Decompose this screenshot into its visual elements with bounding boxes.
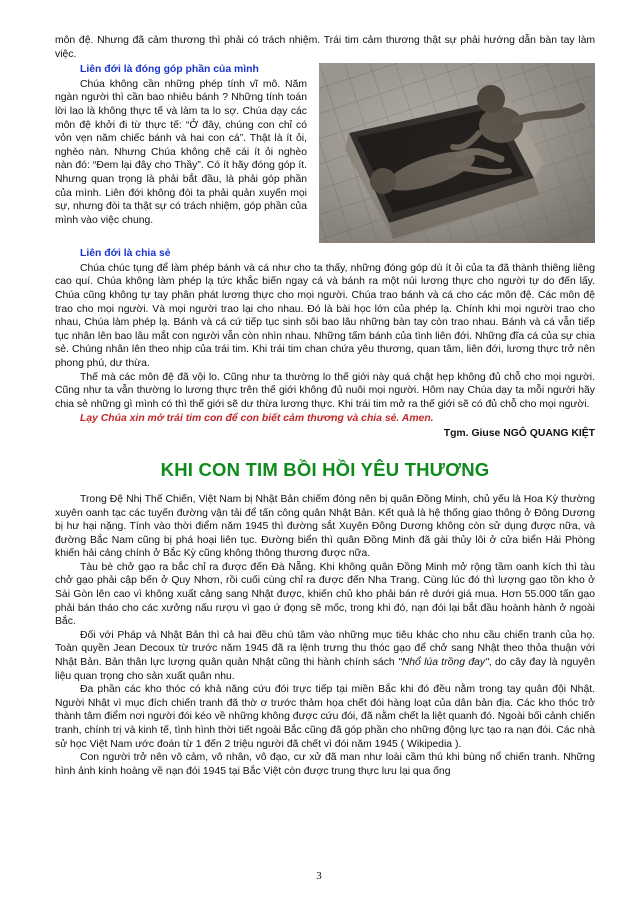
para-contribute: Chúa không cần những phép tính vĩ mô. Năm ngàn người thì cần bao nhiêu bánh ? Những tính toán lời lao là không thực tế và làm ta lo sợ. Chúa dạy các môn đệ khởi đi từ thực tế: “Ở đây, chúng con chỉ có vỏn vẹn năm chiếc bánh và hai con cá”. Thật là ít ỏi, nghèo nàn. Nhưng Chúa không chê cái ít ỏi nghèo nàn đó: “Đem lại đây cho Thầy”. Có ít hãy đóng góp ít. Nhưng quan trọng là phải bắt đầu, là phải góp phần của mình. Liên đới không đòi ta phải quản xuyến mọi sự, nhưng đòi ta thật sự có trách nhiệm, góp phần của mình vào việc chung.: [55, 78, 307, 226]
closing-prayer: Lạy Chúa xin mở trái tim con để con biết cảm thương và chia sẻ. Amen.: [80, 413, 434, 425]
article-para-3: [55, 629, 595, 683]
famine-children-photo: [319, 63, 595, 243]
article-para-1: Trong Đệ Nhị Thế Chiến, Việt Nam bị Nhật Bản chiếm đóng nên bị quân Đồng Minh, chủ yếu là Hoa Kỳ thường xuyên oanh tạc các tuyến đường vận tải để tấn công quân Nhật Bản. Kết quả là hệ thống giao thông ở Đông Dương bị hư hại nặng. Tính vào thời điểm năm 1945 thì đường sắt Xuyên Đông Dương không còn sử dụng được nữa, và đường Bắc Nam cũng bị phá hoại liên tục. Đường biển thì quân Đồng Minh đã gài thủy lôi ở cửa biển Hải Phòng khiến hải cảng chính ở Bắc Kỳ cũng không thông thương được nữa.: [55, 493, 595, 560]
contribute-section: [55, 63, 595, 227]
page-number: 3: [316, 870, 322, 882]
para-3-text-before: Đối với Pháp và Nhật Bản thì cả hai đều chú tâm vào những mục tiêu khác cho nhu cầu chiến tranh của họ. Toàn quyền Jean Decoux từ trước năm 1945 đã ra lệnh trưng thu thóc gạo để chở sang Nhật theo thỏa thuận với Nhật Bản. Bản thân lực lượng quân quản Nhật cũng thi hành chính sách: [55, 629, 595, 669]
photo-illustration: [319, 63, 595, 243]
article-para-4: Đa phần các kho thóc có khả năng cứu đói trực tiếp tại miền Bắc khi đó đều nằm trong tay quân đội Nhật. Người Nhật vì mục đích chiến tranh đã thờ ơ trước thảm họa chết đói hàng loạt của dân bản địa. Các kho thóc trở thành tâm điểm nơi người đói kéo về những không được cứu đói, đã nằm chết la liệt quanh đó. Ngoài bối cảnh chiến tranh, chính trị và kinh tế, tình hình thời tiết ngoài Bắc cũng đã góp phần cho những động lực tạo ra nạn đói. Các nhà sử học Việt Nam ước đoán từ 1 đến 2 triệu người đã chết vì đói năm 1945 ( Wikipedia ).: [55, 684, 595, 750]
article-para-2: Tàu bè chở gạo ra bắc chỉ ra được đến Đà Nẵng. Khi không quân Đồng Minh mở rộng tầm oanh kích thì tàu chở gạo phải cập bến ở Quy Nhơn, rồi cuối cùng chỉ ra được đến Nha Trang. Cùng lúc đó thì lượng gạo tồn kho ở Sài Gòn lên cao vì không xuất cảng sang Nhật được, khiến chủ kho phải bán rẻ dưới giá mua. Hơn 55.000 tấn gạo phải bán tháo cho các xưởng nấu rượu vì gạo ứ đọng sẽ mốc, trong khi đó, nạn đói lại bắt đầu hoành hành ở ngoài Bắc.: [55, 561, 595, 628]
para-share: Chúa chúc tụng để làm phép bánh và cá như cho ta thấy, những đóng góp dù ít ỏi của ta đã thành thiêng liêng cao quí. Chúa không làm phép lạ tức khắc biến ngay cá và bánh ra một núi lương thực cho người tự do đến lấy. Chúa cũng không tự tay phân phát lương thực cho mọi người. Chúa trao bánh và cá cho các môn đệ. Các môn đệ trao cho mọi người. Và mọi người trao lại cho nhau. Đó là bài học lớn của phép lạ. Chính khi mọi người trao cho nhau, Chúa làm phép lạ. Bánh và cá cứ tiếp tục sinh sôi bao lâu những bàn tay còn trao nhau. Bánh và cá vẫn tiếp tục nhân lên bao lâu mắt con người vẫn còn nhìn nhau. Những tấm bánh của tình liên đới. Những đĩa cá của sự chia sẻ. Chúng nhân lên theo nhịp của trái tim. Khi trái tim chan chứa yêu thương, quan tâm, liên đới, lương thực trở nên phong phú, dư thừa.: [55, 262, 595, 369]
document-page: [55, 34, 595, 778]
heading-contribute: Liên đới là đóng góp phần của mình: [80, 64, 259, 76]
intro-continuation: môn đệ. Nhưng đã cảm thương thì phải có trách nhiệm. Trái tim cảm thương thật sự phải hướng dẫn bàn tay làm việc.: [55, 35, 595, 60]
para-3-italic-quote: "Nhổ lúa trồng đay": [398, 657, 489, 669]
heading-share: Liên đới là chia sẻ: [80, 248, 171, 260]
para-world: Thế mà các môn đệ đã vội lo. Cũng như ta thường lo thế giới này quá chật hẹp không đủ chỗ cho mọi người. Cũng như ta vẫn thường lo lương thực trên thế giới không đủ nuôi mọi người. Hôm nay Chúa dạy ta mỗi người hãy chia sẻ những gì mình có thì thế giới sẽ dư thừa lương thực. Khi trái tim mở ra thế giới sẽ có đủ chỗ cho mọi người.: [55, 371, 595, 410]
author-signature: Tgm. Giuse NGÔ QUANG KIỆT: [443, 427, 595, 439]
article-title: KHI CON TIM BỒI HỒI YÊU THƯƠNG: [160, 458, 490, 480]
para-3-text-after: , do cây đay là nguyên liệu quan trọng cho sản xuất quân nhu.: [55, 657, 595, 682]
article-para-5: Con người trở nên vô cảm, vô nhân, vô đạo, cư xử đã man như loài cầm thú khi bùng nổ chiến tranh. Những hình ảnh kinh hoàng về nạn đói 1945 tại Bắc Việt còn được trung thực lưu lại qua ống: [55, 752, 595, 777]
